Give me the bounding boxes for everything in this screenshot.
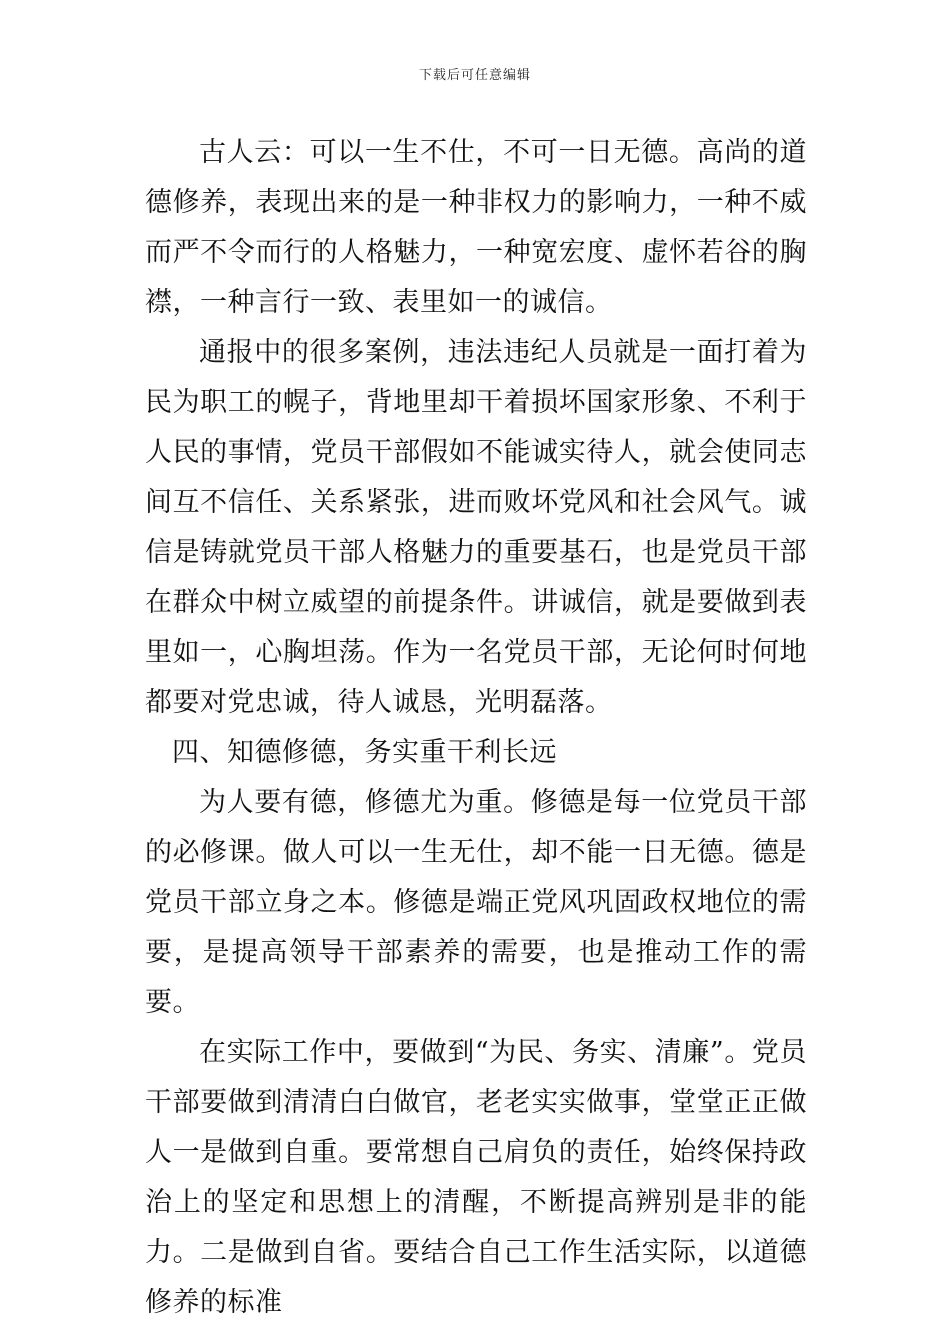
paragraph-practical-work: 在实际工作中，要做到“为民、务实、清廉”。党员干部要做到清清白白做官，老老实实做事，堂堂正正做人一是做到自重。要常想自己肩负的责任，始终保持政治上的坚定和思想上的清醒，不断提高辨别是非的能力。二是做到自省。要结合自己工作生活实际，以道德修养的标准	[145, 1037, 807, 1318]
page-header: 下载后可任意编辑	[418, 68, 531, 83]
paragraph-cultivate-virtue: 为人要有德，修德尤为重。修德是每一位党员干部的必修课。做人可以一生无仕，却不能一日无德。德是党员干部立身之本。修德是端正党风巩固政权地位的需要，是提高领导干部素养的需要，也是推动工作的需要。	[145, 787, 807, 1018]
paragraph-virtue-quote: 古人云：可以一生不仕，不可一日无德。高尚的道德修养，表现出来的是一种非权力的影响力，一种不威而严不令而行的人格魅力，一种宽宏度、虚怀若谷的胸襟，一种言行一致、表里如一的诚信。	[145, 137, 807, 318]
document-body	[145, 128, 807, 1328]
paragraph-integrity: 通报中的很多案例，违法违纪人员就是一面打着为民为职工的幌子，背地里却干着损坏国家形象、不利于人民的事情，党员干部假如不能诚实待人，就会使同志间互不信任、关系紧张，进而败坏党风和社会风气。诚信是铸就党员干部人格魅力的重要基石，也是党员干部在群众中树立威望的前提条件。讲诚信，就是要做到表里如一，心胸坦荡。作为一名党员干部，无论何时何地都要对党忠诚，待人诚恳，光明磊落。	[145, 337, 807, 718]
section-heading: 四、知德修德，务实重干利长远	[172, 737, 557, 768]
